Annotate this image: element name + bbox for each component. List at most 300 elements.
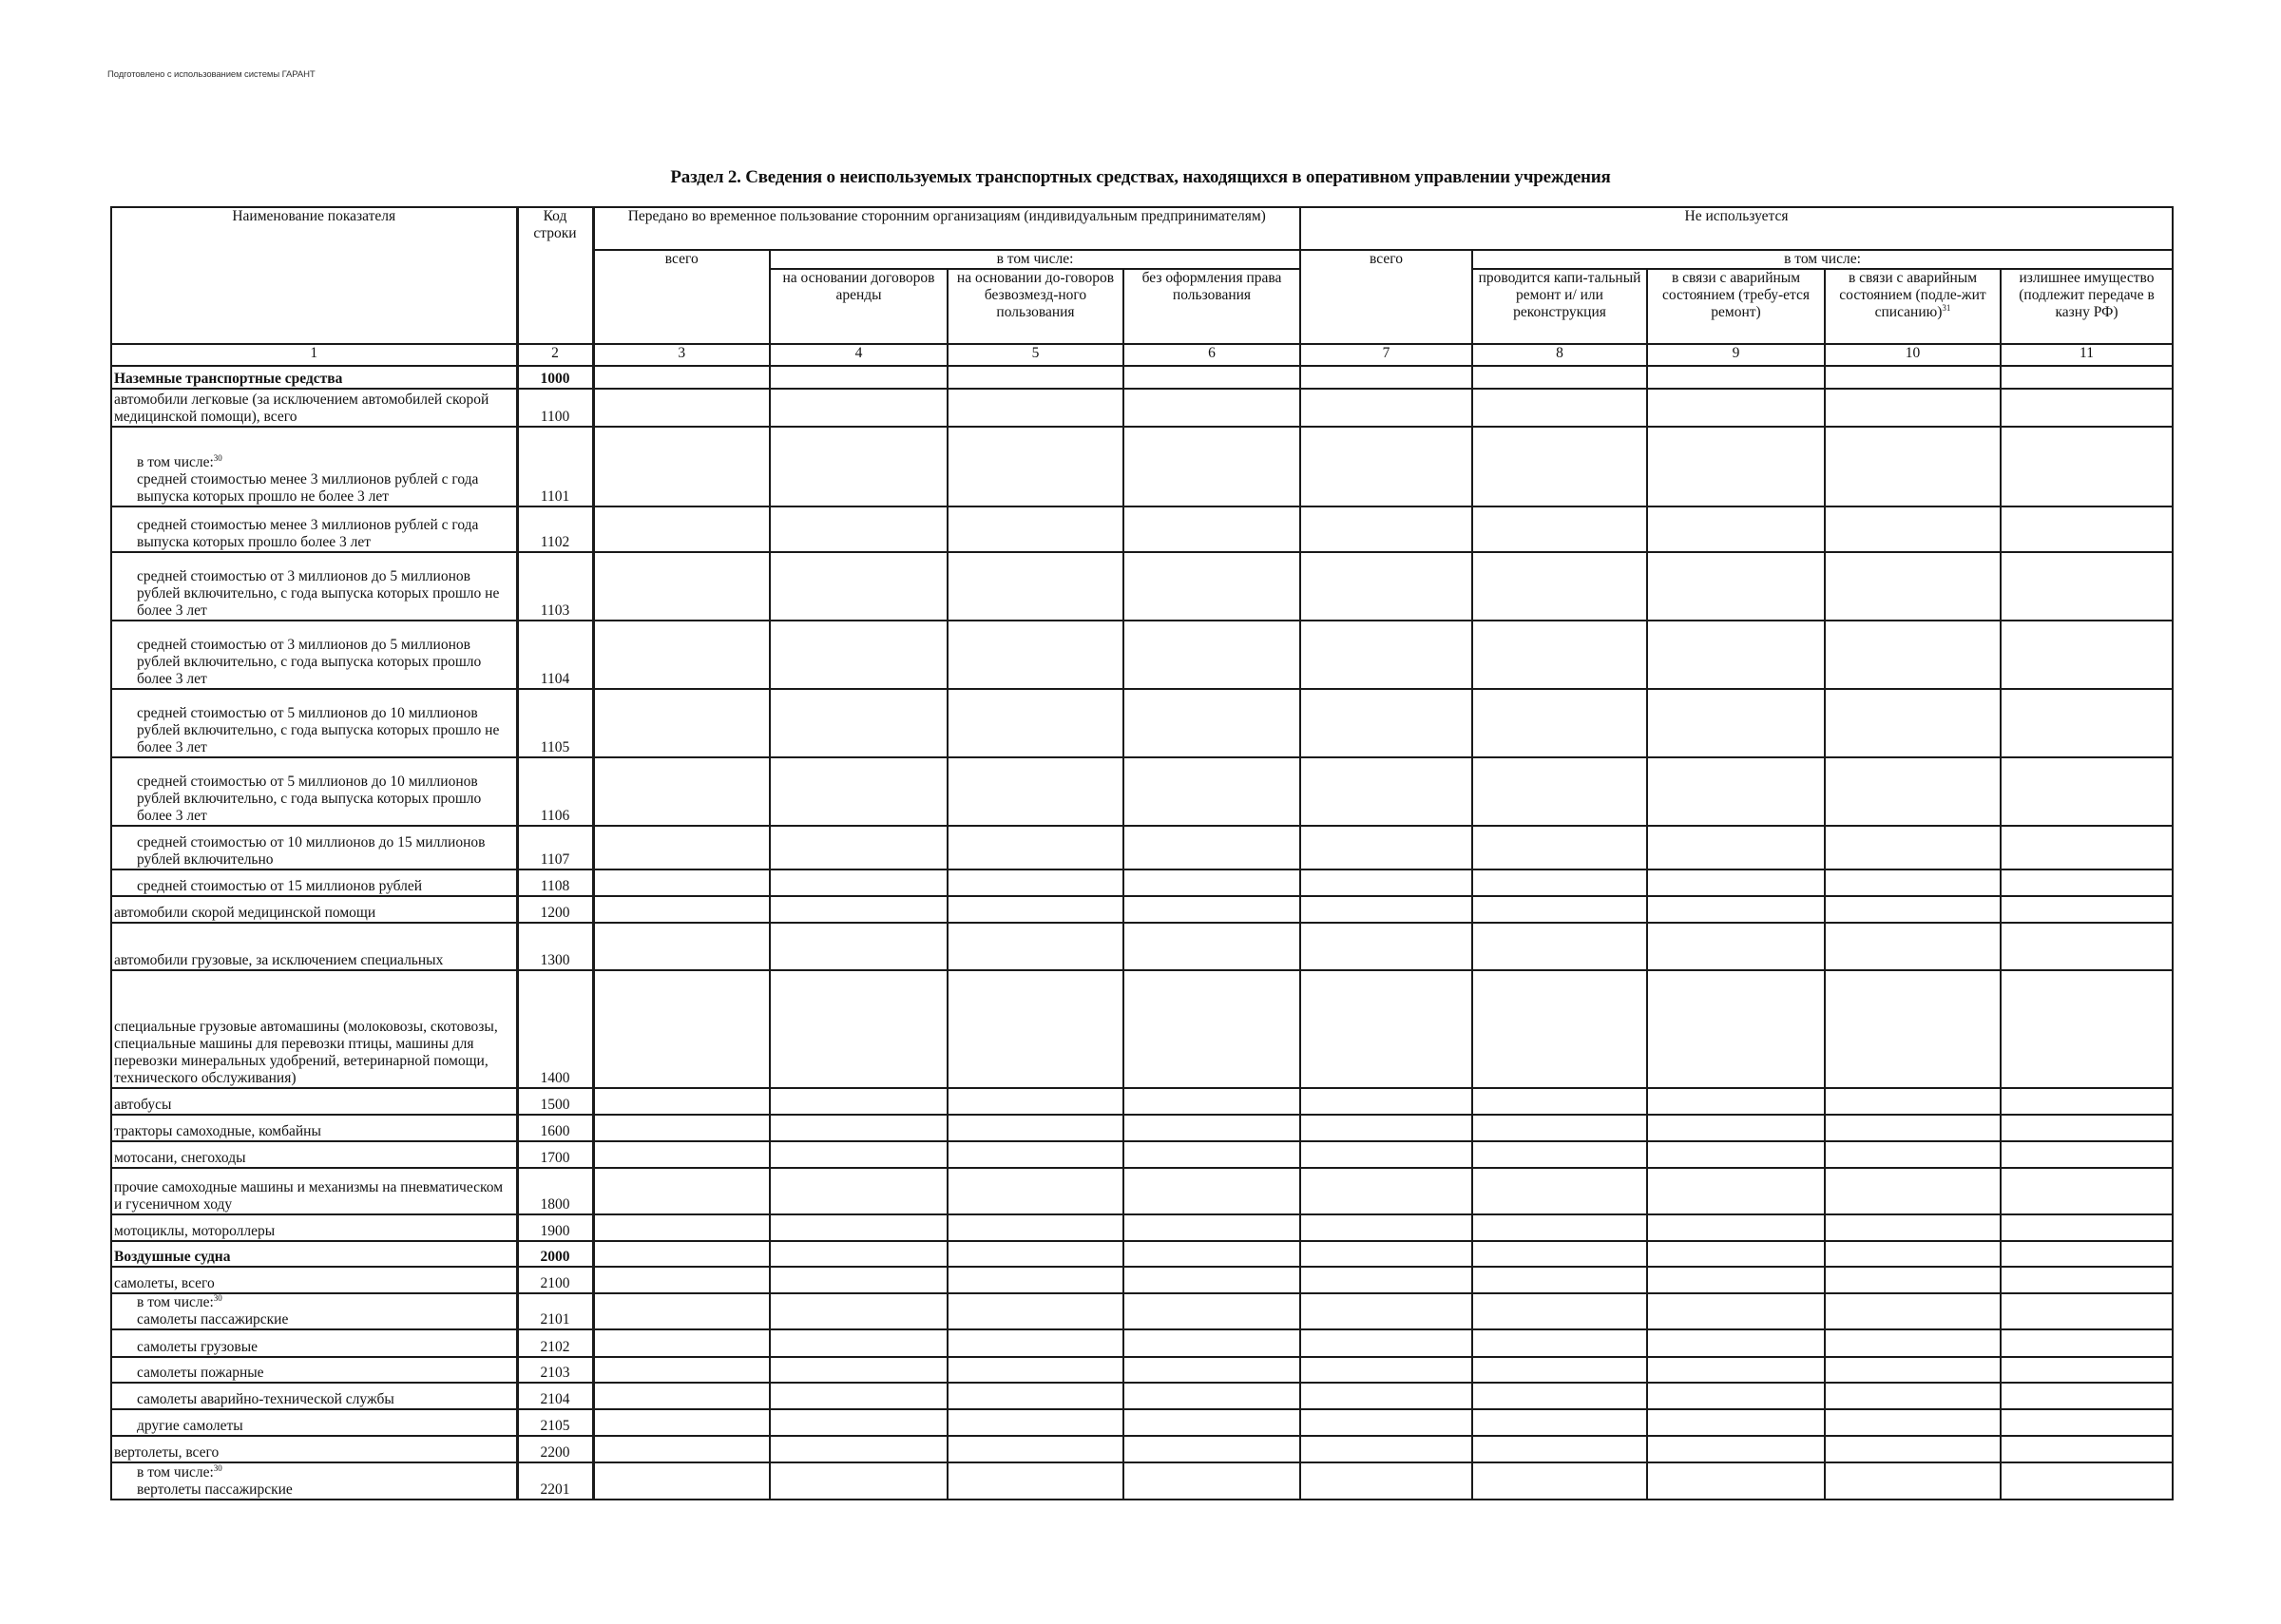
value-cell-col-9[interactable]	[1647, 1383, 1825, 1409]
value-cell-col-10[interactable]	[1825, 869, 2001, 896]
value-cell-col-3[interactable]	[593, 1241, 770, 1267]
value-cell-col-8[interactable]	[1472, 1168, 1647, 1214]
value-cell-col-7[interactable]	[1300, 1267, 1472, 1293]
value-cell-col-7[interactable]	[1300, 1329, 1472, 1357]
value-cell-col-4[interactable]	[770, 1383, 948, 1409]
value-cell-col-6[interactable]	[1123, 689, 1300, 757]
value-cell-col-11[interactable]	[2001, 689, 2173, 757]
value-cell-col-9[interactable]	[1647, 427, 1825, 506]
value-cell-col-7[interactable]	[1300, 689, 1472, 757]
indicator-name-text: средней стоимостью от 5 миллионов до 10 миллионов рублей включительно, с года выпуска которых прошло не более 3 лет	[137, 705, 500, 755]
value-cell-col-7[interactable]	[1300, 1141, 1472, 1168]
value-cell-col-4[interactable]	[770, 1329, 948, 1357]
value-cell-col-9[interactable]	[1647, 1141, 1825, 1168]
value-cell-col-11[interactable]	[2001, 1267, 2173, 1293]
source-note: Подготовлено с использованием системы ГАРАНТ	[107, 69, 316, 80]
value-cell-col-9[interactable]	[1647, 366, 1825, 389]
row-code: 1101	[517, 427, 593, 506]
value-cell-col-3[interactable]	[593, 970, 770, 1088]
value-cell-col-4[interactable]	[770, 757, 948, 826]
value-cell-col-9[interactable]	[1647, 1241, 1825, 1267]
value-cell-col-8[interactable]	[1472, 869, 1647, 896]
value-cell-col-7[interactable]	[1300, 1383, 1472, 1409]
header-transferred-total: всего	[593, 250, 770, 344]
value-cell-col-6[interactable]	[1123, 1241, 1300, 1267]
value-cell-col-5[interactable]	[948, 506, 1123, 552]
indicator-name-text: средней стоимостью менее 3 миллионов рублей с года выпуска которых прошло более 3 лет	[137, 517, 479, 550]
value-cell-col-8[interactable]	[1472, 389, 1647, 427]
value-cell-col-10[interactable]	[1825, 1383, 2001, 1409]
value-cell-col-5[interactable]	[948, 689, 1123, 757]
value-cell-col-7[interactable]	[1300, 552, 1472, 621]
value-cell-col-10[interactable]	[1825, 621, 2001, 689]
value-cell-col-5[interactable]	[948, 1267, 1123, 1293]
value-cell-col-3[interactable]	[593, 552, 770, 621]
value-cell-col-9[interactable]	[1647, 552, 1825, 621]
value-cell-col-7[interactable]	[1300, 366, 1472, 389]
table-row	[111, 1141, 2173, 1168]
value-cell-col-10[interactable]	[1825, 970, 2001, 1088]
value-cell-col-7[interactable]	[1300, 1409, 1472, 1436]
value-cell-col-4[interactable]	[770, 1088, 948, 1115]
value-cell-col-9[interactable]	[1647, 826, 1825, 869]
value-cell-col-4[interactable]	[770, 826, 948, 869]
value-cell-col-8[interactable]	[1472, 1436, 1647, 1462]
value-cell-col-6[interactable]	[1123, 1141, 1300, 1168]
value-cell-col-9[interactable]	[1647, 689, 1825, 757]
indicator-name-text: Воздушные судна	[114, 1249, 231, 1265]
value-cell-col-10[interactable]	[1825, 1409, 2001, 1436]
value-cell-col-10[interactable]	[1825, 1115, 2001, 1141]
value-cell-col-11[interactable]	[2001, 1168, 2173, 1214]
value-cell-col-11[interactable]	[2001, 1329, 2173, 1357]
including-label: в том числе:	[137, 454, 214, 470]
header-surplus-property: излишнее имущество (подлежит передаче в казну РФ)	[2001, 269, 2173, 344]
value-cell-col-9[interactable]	[1647, 1168, 1825, 1214]
value-cell-col-8[interactable]	[1472, 826, 1647, 869]
value-cell-col-3[interactable]	[593, 1168, 770, 1214]
value-cell-col-11[interactable]	[2001, 970, 2173, 1088]
value-cell-col-7[interactable]	[1300, 896, 1472, 923]
value-cell-col-4[interactable]	[770, 1293, 948, 1329]
value-cell-col-5[interactable]	[948, 970, 1123, 1088]
value-cell-col-6[interactable]	[1123, 1409, 1300, 1436]
value-cell-col-6[interactable]	[1123, 1436, 1300, 1462]
value-cell-col-5[interactable]	[948, 1436, 1123, 1462]
value-cell-col-10[interactable]	[1825, 1141, 2001, 1168]
table-row	[111, 1462, 2173, 1500]
table-row	[111, 366, 2173, 389]
value-cell-col-4[interactable]	[770, 923, 948, 970]
value-cell-col-4[interactable]	[770, 1115, 948, 1141]
indicator-name-text: самолеты аварийно-технической службы	[137, 1391, 394, 1407]
value-cell-col-5[interactable]	[948, 366, 1123, 389]
value-cell-col-4[interactable]	[770, 1214, 948, 1241]
value-cell-col-3[interactable]	[593, 869, 770, 896]
value-cell-col-8[interactable]	[1472, 427, 1647, 506]
value-cell-col-8[interactable]	[1472, 1267, 1647, 1293]
value-cell-col-8[interactable]	[1472, 1115, 1647, 1141]
value-cell-col-5[interactable]	[948, 1088, 1123, 1115]
value-cell-col-5[interactable]	[948, 1115, 1123, 1141]
value-cell-col-10[interactable]	[1825, 1088, 2001, 1115]
value-cell-col-6[interactable]	[1123, 1383, 1300, 1409]
value-cell-col-4[interactable]	[770, 1409, 948, 1436]
value-cell-col-6[interactable]	[1123, 621, 1300, 689]
value-cell-col-11[interactable]	[2001, 1436, 2173, 1462]
value-cell-col-5[interactable]	[948, 1141, 1123, 1168]
header-unused-total: всего	[1300, 250, 1472, 344]
table-row	[111, 896, 2173, 923]
indicator-name-text: самолеты грузовые	[137, 1339, 259, 1355]
value-cell-col-7[interactable]	[1300, 1357, 1472, 1383]
value-cell-col-6[interactable]	[1123, 1168, 1300, 1214]
value-cell-col-4[interactable]	[770, 1462, 948, 1500]
value-cell-col-7[interactable]	[1300, 869, 1472, 896]
value-cell-col-4[interactable]	[770, 970, 948, 1088]
indicator-name	[111, 869, 517, 896]
value-cell-col-10[interactable]	[1825, 689, 2001, 757]
value-cell-col-11[interactable]	[2001, 1462, 2173, 1500]
value-cell-col-3[interactable]	[593, 1409, 770, 1436]
value-cell-col-4[interactable]	[770, 1168, 948, 1214]
value-cell-col-11[interactable]	[2001, 1383, 2173, 1409]
value-cell-col-3[interactable]	[593, 1436, 770, 1462]
value-cell-col-9[interactable]	[1647, 923, 1825, 970]
indicator-name	[111, 1409, 517, 1436]
value-cell-col-8[interactable]	[1472, 1293, 1647, 1329]
value-cell-col-10[interactable]	[1825, 826, 2001, 869]
value-cell-col-11[interactable]	[2001, 896, 2173, 923]
value-cell-col-6[interactable]	[1123, 1214, 1300, 1241]
value-cell-col-9[interactable]	[1647, 1357, 1825, 1383]
value-cell-col-5[interactable]	[948, 896, 1123, 923]
value-cell-col-5[interactable]	[948, 621, 1123, 689]
header-unused-including: в том числе:	[1472, 250, 2173, 269]
value-cell-col-11[interactable]	[2001, 1214, 2173, 1241]
value-cell-col-6[interactable]	[1123, 552, 1300, 621]
value-cell-col-6[interactable]	[1123, 1088, 1300, 1115]
value-cell-col-3[interactable]	[593, 1357, 770, 1383]
value-cell-col-3[interactable]	[593, 1329, 770, 1357]
value-cell-col-5[interactable]	[948, 1383, 1123, 1409]
value-cell-col-3[interactable]	[593, 389, 770, 427]
value-cell-col-11[interactable]	[2001, 1088, 2173, 1115]
indicator-name-text: самолеты, всего	[114, 1275, 215, 1291]
value-cell-col-9[interactable]	[1647, 896, 1825, 923]
value-cell-col-7[interactable]	[1300, 506, 1472, 552]
value-cell-col-8[interactable]	[1472, 621, 1647, 689]
value-cell-col-10[interactable]	[1825, 1357, 2001, 1383]
table-row	[111, 1436, 2173, 1462]
value-cell-col-3[interactable]	[593, 1141, 770, 1168]
value-cell-col-11[interactable]	[2001, 923, 2173, 970]
value-cell-col-3[interactable]	[593, 1214, 770, 1241]
value-cell-col-5[interactable]	[948, 1214, 1123, 1241]
value-cell-col-10[interactable]	[1825, 896, 2001, 923]
row-code: 1107	[517, 826, 593, 869]
value-cell-col-11[interactable]	[2001, 757, 2173, 826]
value-cell-col-3[interactable]	[593, 1115, 770, 1141]
value-cell-col-7[interactable]	[1300, 1214, 1472, 1241]
value-cell-col-7[interactable]	[1300, 757, 1472, 826]
indicator-name-text: средней стоимостью от 10 миллионов до 15 миллионов рублей включительно	[137, 834, 486, 868]
value-cell-col-5[interactable]	[948, 757, 1123, 826]
value-cell-col-9[interactable]	[1647, 389, 1825, 427]
value-cell-col-11[interactable]	[2001, 1241, 2173, 1267]
value-cell-col-11[interactable]	[2001, 826, 2173, 869]
value-cell-col-6[interactable]	[1123, 757, 1300, 826]
value-cell-col-8[interactable]	[1472, 1329, 1647, 1357]
value-cell-col-8[interactable]	[1472, 1462, 1647, 1500]
value-cell-col-8[interactable]	[1472, 923, 1647, 970]
value-cell-col-5[interactable]	[948, 389, 1123, 427]
indicator-name-text: средней стоимостью от 3 миллионов до 5 миллионов рублей включительно, с года выпуска которых прошло более 3 лет	[137, 637, 482, 687]
value-cell-col-11[interactable]	[2001, 621, 2173, 689]
value-cell-col-8[interactable]	[1472, 1241, 1647, 1267]
value-cell-col-5[interactable]	[948, 1293, 1123, 1329]
table-row	[111, 1168, 2173, 1214]
value-cell-col-6[interactable]	[1123, 506, 1300, 552]
value-cell-col-6[interactable]	[1123, 1462, 1300, 1500]
indicator-name-text: самолеты пассажирские	[137, 1311, 289, 1328]
value-cell-col-9[interactable]	[1647, 1409, 1825, 1436]
indicator-name	[111, 506, 517, 552]
indicator-name-text: прочие самоходные машины и механизмы на пневматическом и гусеничном ходу	[114, 1179, 504, 1213]
value-cell-col-4[interactable]	[770, 1267, 948, 1293]
value-cell-col-7[interactable]	[1300, 389, 1472, 427]
value-cell-col-10[interactable]	[1825, 552, 2001, 621]
value-cell-col-9[interactable]	[1647, 1088, 1825, 1115]
value-cell-col-4[interactable]	[770, 552, 948, 621]
value-cell-col-3[interactable]	[593, 621, 770, 689]
value-cell-col-4[interactable]	[770, 1241, 948, 1267]
value-cell-col-7[interactable]	[1300, 1293, 1472, 1329]
value-cell-col-11[interactable]	[2001, 1115, 2173, 1141]
value-cell-col-11[interactable]	[2001, 1141, 2173, 1168]
value-cell-col-10[interactable]	[1825, 1293, 2001, 1329]
value-cell-col-9[interactable]	[1647, 1436, 1825, 1462]
value-cell-col-6[interactable]	[1123, 389, 1300, 427]
value-cell-col-8[interactable]	[1472, 1214, 1647, 1241]
value-cell-col-10[interactable]	[1825, 1168, 2001, 1214]
value-cell-col-9[interactable]	[1647, 1293, 1825, 1329]
indicator-name-text: вертолеты пассажирские	[137, 1481, 293, 1498]
value-cell-col-8[interactable]	[1472, 1141, 1647, 1168]
indicator-name	[111, 366, 517, 389]
value-cell-col-3[interactable]	[593, 1267, 770, 1293]
value-cell-col-10[interactable]	[1825, 757, 2001, 826]
value-cell-col-6[interactable]	[1123, 427, 1300, 506]
table-row	[111, 552, 2173, 621]
value-cell-col-7[interactable]	[1300, 621, 1472, 689]
row-code: 2105	[517, 1409, 593, 1436]
table-row	[111, 923, 2173, 970]
value-cell-col-4[interactable]	[770, 689, 948, 757]
value-cell-col-10[interactable]	[1825, 1241, 2001, 1267]
column-number: 4	[770, 344, 948, 366]
value-cell-col-6[interactable]	[1123, 1293, 1300, 1329]
value-cell-col-4[interactable]	[770, 1141, 948, 1168]
row-code: 2200	[517, 1436, 593, 1462]
value-cell-col-4[interactable]	[770, 621, 948, 689]
value-cell-col-6[interactable]	[1123, 869, 1300, 896]
value-cell-col-9[interactable]	[1647, 1267, 1825, 1293]
table-row	[111, 757, 2173, 826]
value-cell-col-10[interactable]	[1825, 389, 2001, 427]
value-cell-col-10[interactable]	[1825, 366, 2001, 389]
value-cell-col-9[interactable]	[1647, 1329, 1825, 1357]
value-cell-col-9[interactable]	[1647, 869, 1825, 896]
table-row	[111, 1214, 2173, 1241]
value-cell-col-11[interactable]	[2001, 1293, 2173, 1329]
column-number: 3	[593, 344, 770, 366]
value-cell-col-3[interactable]	[593, 1088, 770, 1115]
value-cell-col-10[interactable]	[1825, 1329, 2001, 1357]
indicator-name-text: средней стоимостью от 5 миллионов до 10 миллионов рублей включительно, с года выпуска которых прошло более 3 лет	[137, 774, 482, 824]
value-cell-col-10[interactable]	[1825, 1214, 2001, 1241]
value-cell-col-10[interactable]	[1825, 1436, 2001, 1462]
value-cell-col-7[interactable]	[1300, 923, 1472, 970]
value-cell-col-8[interactable]	[1472, 970, 1647, 1088]
value-cell-col-3[interactable]	[593, 506, 770, 552]
value-cell-col-10[interactable]	[1825, 1462, 2001, 1500]
value-cell-col-8[interactable]	[1472, 896, 1647, 923]
including-label: в том числе:	[137, 1464, 214, 1481]
value-cell-col-4[interactable]	[770, 1436, 948, 1462]
value-cell-col-7[interactable]	[1300, 1241, 1472, 1267]
value-cell-col-10[interactable]	[1825, 923, 2001, 970]
value-cell-col-7[interactable]	[1300, 970, 1472, 1088]
row-code: 1500	[517, 1088, 593, 1115]
value-cell-col-4[interactable]	[770, 896, 948, 923]
value-cell-col-3[interactable]	[593, 826, 770, 869]
column-number: 2	[517, 344, 593, 366]
value-cell-col-4[interactable]	[770, 366, 948, 389]
value-cell-col-3[interactable]	[593, 923, 770, 970]
table-row	[111, 826, 2173, 869]
value-cell-col-8[interactable]	[1472, 1357, 1647, 1383]
value-cell-col-11[interactable]	[2001, 1357, 2173, 1383]
indicator-name-text: Наземные транспортные средства	[114, 371, 343, 387]
value-cell-col-9[interactable]	[1647, 1115, 1825, 1141]
value-cell-col-4[interactable]	[770, 389, 948, 427]
value-cell-col-3[interactable]	[593, 896, 770, 923]
value-cell-col-3[interactable]	[593, 757, 770, 826]
value-cell-col-6[interactable]	[1123, 1115, 1300, 1141]
value-cell-col-7[interactable]	[1300, 1168, 1472, 1214]
value-cell-col-8[interactable]	[1472, 757, 1647, 826]
value-cell-col-10[interactable]	[1825, 427, 2001, 506]
value-cell-col-8[interactable]	[1472, 366, 1647, 389]
value-cell-col-11[interactable]	[2001, 366, 2173, 389]
value-cell-col-6[interactable]	[1123, 1329, 1300, 1357]
value-cell-col-3[interactable]	[593, 1383, 770, 1409]
value-cell-col-5[interactable]	[948, 826, 1123, 869]
value-cell-col-5[interactable]	[948, 1357, 1123, 1383]
value-cell-col-11[interactable]	[2001, 427, 2173, 506]
row-code: 2103	[517, 1357, 593, 1383]
value-cell-col-6[interactable]	[1123, 896, 1300, 923]
header-indicator-name: Наименование показателя	[111, 207, 517, 344]
value-cell-col-5[interactable]	[948, 1168, 1123, 1214]
value-cell-col-11[interactable]	[2001, 552, 2173, 621]
header-capital-repair: проводится капи-тальный ремонт и/ или реконструкция	[1472, 269, 1647, 344]
value-cell-col-7[interactable]	[1300, 1115, 1472, 1141]
value-cell-col-6[interactable]	[1123, 923, 1300, 970]
value-cell-col-5[interactable]	[948, 1329, 1123, 1357]
value-cell-col-10[interactable]	[1825, 1267, 2001, 1293]
value-cell-col-5[interactable]	[948, 427, 1123, 506]
unused-vehicles-table	[110, 206, 2174, 1500]
indicator-name	[111, 1168, 517, 1214]
column-number: 8	[1472, 344, 1647, 366]
indicator-name	[111, 1329, 517, 1357]
value-cell-col-11[interactable]	[2001, 389, 2173, 427]
value-cell-col-9[interactable]	[1647, 506, 1825, 552]
value-cell-col-6[interactable]	[1123, 1357, 1300, 1383]
value-cell-col-9[interactable]	[1647, 1462, 1825, 1500]
value-cell-col-7[interactable]	[1300, 1436, 1472, 1462]
row-code: 1800	[517, 1168, 593, 1214]
value-cell-col-3[interactable]	[593, 427, 770, 506]
value-cell-col-7[interactable]	[1300, 427, 1472, 506]
value-cell-col-8[interactable]	[1472, 1409, 1647, 1436]
column-number: 11	[2001, 344, 2173, 366]
table-row	[111, 621, 2173, 689]
value-cell-col-5[interactable]	[948, 552, 1123, 621]
value-cell-col-3[interactable]	[593, 366, 770, 389]
value-cell-col-5[interactable]	[948, 923, 1123, 970]
table-row	[111, 869, 2173, 896]
value-cell-col-7[interactable]	[1300, 826, 1472, 869]
value-cell-col-6[interactable]	[1123, 366, 1300, 389]
value-cell-col-8[interactable]	[1472, 689, 1647, 757]
value-cell-col-8[interactable]	[1472, 552, 1647, 621]
row-code: 1900	[517, 1214, 593, 1241]
value-cell-col-3[interactable]	[593, 1462, 770, 1500]
value-cell-col-9[interactable]	[1647, 757, 1825, 826]
value-cell-col-11[interactable]	[2001, 1409, 2173, 1436]
value-cell-col-6[interactable]	[1123, 970, 1300, 1088]
value-cell-col-4[interactable]	[770, 869, 948, 896]
value-cell-col-6[interactable]	[1123, 826, 1300, 869]
value-cell-col-8[interactable]	[1472, 506, 1647, 552]
value-cell-col-4[interactable]	[770, 427, 948, 506]
value-cell-col-5[interactable]	[948, 1409, 1123, 1436]
value-cell-col-10[interactable]	[1825, 506, 2001, 552]
value-cell-col-7[interactable]	[1300, 1462, 1472, 1500]
value-cell-col-3[interactable]	[593, 1293, 770, 1329]
column-number: 6	[1123, 344, 1300, 366]
value-cell-col-9[interactable]	[1647, 621, 1825, 689]
value-cell-col-5[interactable]	[948, 1241, 1123, 1267]
value-cell-col-6[interactable]	[1123, 1267, 1300, 1293]
value-cell-col-4[interactable]	[770, 506, 948, 552]
value-cell-col-8[interactable]	[1472, 1383, 1647, 1409]
value-cell-col-5[interactable]	[948, 1462, 1123, 1500]
value-cell-col-11[interactable]	[2001, 869, 2173, 896]
value-cell-col-8[interactable]	[1472, 1088, 1647, 1115]
value-cell-col-5[interactable]	[948, 869, 1123, 896]
value-cell-col-9[interactable]	[1647, 1214, 1825, 1241]
value-cell-col-11[interactable]	[2001, 506, 2173, 552]
value-cell-col-3[interactable]	[593, 689, 770, 757]
value-cell-col-7[interactable]	[1300, 1088, 1472, 1115]
indicator-name-text: специальные грузовые автомашины (молоковозы, скотовозы, специальные машины для перевозки птицы, машины для перевозки минеральных удобрений, ветеринарной помощи, технического обслуживания)	[114, 1019, 498, 1086]
value-cell-col-4[interactable]	[770, 1357, 948, 1383]
value-cell-col-9[interactable]	[1647, 970, 1825, 1088]
